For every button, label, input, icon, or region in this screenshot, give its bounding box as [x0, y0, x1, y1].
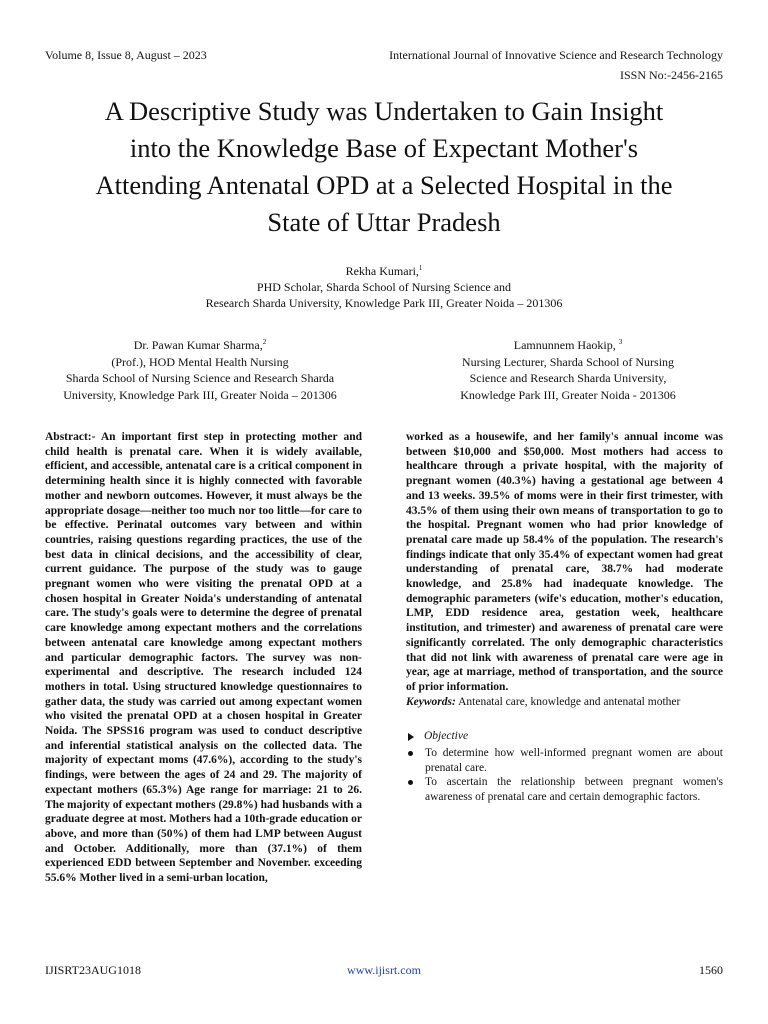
keywords — [406, 695, 723, 710]
objective-list — [406, 746, 723, 805]
author-sup: 3 — [618, 338, 623, 346]
issn: ISSN No:-2456-2165 — [619, 68, 723, 82]
keywords-text: Antenatal care, knowledge and antenatal mother — [455, 695, 681, 708]
list-item — [406, 746, 723, 775]
volume-issue: Volume 8, Issue 8, August – 2023 — [45, 48, 207, 62]
affiliation-line: Science and Research Sharda University, — [469, 371, 667, 385]
affiliation-line: Research Sharda University, Knowledge Park III, Greater Noida – 201306 — [205, 296, 563, 310]
affiliation-line: University, Knowledge Park III, Greater Noida – 201306 — [63, 387, 337, 402]
affiliation-line: PHD Scholar, Sharda School of Nursing Science and — [256, 280, 512, 294]
objective-label: Objective — [424, 730, 469, 743]
author-3 — [413, 337, 723, 403]
author-2 — [45, 337, 355, 403]
objective-text: To determine how well-informed pregnant women are about prenatal care. — [425, 747, 723, 774]
page-number: 1560 — [699, 963, 723, 977]
author-name: Lamnunnem Haokip, — [513, 338, 619, 352]
objective-text: To ascertain the relationship between pregnant women's awareness of prenatal care and certain demographic factors. — [425, 776, 723, 804]
author-name: Rekha Kumari, — [345, 264, 419, 278]
affiliation-line: Knowledge Park III, Greater Noida - 201306 — [460, 387, 676, 402]
title-line: State of Uttar Pradesh — [267, 207, 501, 237]
bullet-icon — [408, 780, 413, 785]
author-sup: 1 — [418, 264, 423, 272]
abstract-right-column — [406, 430, 723, 805]
journal-url-link[interactable]: www.ijisrt.com — [347, 963, 421, 977]
author-1 — [100, 263, 668, 311]
author-name: Dr. Pawan Kumar Sharma, — [133, 338, 263, 352]
abstract-left-column — [45, 430, 362, 886]
list-item — [406, 775, 723, 804]
abstract-continuation: worked as a housewife, and her family's annual income was between $10,000 and $50,000. Most mothers had access to healthcare through a private hospital, with the majority of pregnant women (40.3%) having a gestational age between 4 and 13 weeks. 39.5% of moms were in their first trimester, with 43.5% of them using their own means of transportation to go to the hospital. Pregnant women who had prior knowledge of prenatal care made up 58.4% of the population. The research's findings indicate that only 35.4% of expectant women had great understanding of prenatal care, 38.7% had moderate knowledge, and 25.8% had inadequate knowledge. The demographic parameters (wife's education, mother's education, LMP, EDD residence area, gestation week, healthcare institution, and trimester) and awareness of prenatal care were significantly correlated. The only demographic characteristics that did not link with awareness of prenatal care were age in year, age at marriage, method of transportation, and the source of prior information. — [406, 431, 723, 693]
keywords-label: Keywords: — [406, 695, 456, 708]
objective-heading — [406, 729, 723, 744]
affiliation-line: Nursing Lecturer, Sharda School of Nursing — [461, 354, 675, 369]
abstract-text: Abstract:- An important first step in protecting mother and child health is prenatal care. When it is widely available, efficient, and accessible, antenatal care is a critical component in determining health since it is highly connected with favorable mother and newborn outcomes. However, it must always be the appropriate dosage—neither too much nor too little—for care to be effective. Perinatal outcomes vary between and within countries, raising questions regarding practices, the use of the best data in clinical decisions, and the accessibility of clear, current guidance. The purpose of the study was to gauge pregnant women who were visiting the prenatal OPD at a chosen hospital in Greater Noida's understanding of antenatal care. The study's goals were to determine the degree of prenatal care knowledge among expectant mothers and the correlations between antenatal care knowledge among expectant mothers and particular demographic factors. The survey was non-experimental and descriptive. The research included 124 mothers in total. Using structured knowledge questionnaires to gather data, the study was carried out among expectant women who visited the prenatal OPD at a chosen hospital in Greater Noida. The SPSS16 program was used to conduct descriptive and inferential statistical analysis on the collected data. The majority of expectant moms (47.6%), according to the study's findings, were between the ages of 24 and 29. The majority of expectant mothers (65.3%) Age range for marriage: 21 to 26. The majority of expectant mothers (29.8%) had husbands with a graduate degree at most. Mothers had a 10th-grade education or above, and more than (50%) of them had LMP between August and October. Additionally, more than (37.1%) of them experienced EDD between September and November. exceeding 55.6% Mother lived in a semi-urban location, — [45, 431, 362, 885]
author-sup: 2 — [262, 338, 267, 346]
paper-id: IJISRT23AUG1018 — [45, 963, 141, 977]
title-line: A Descriptive Study was Undertaken to Gain Insight — [104, 96, 664, 126]
title-line: into the Knowledge Base of Expectant Mother's — [129, 133, 639, 163]
journal-name: International Journal of Innovative Science and Research Technology — [389, 48, 723, 62]
paper-title — [40, 93, 728, 241]
arrow-bullet-icon — [408, 733, 414, 741]
title-line: Attending Antenatal OPD at a Selected Hospital in the — [95, 170, 673, 200]
affiliation-line: Sharda School of Nursing Science and Research Sharda — [65, 371, 335, 385]
affiliation-line: (Prof.), HOD Mental Health Nursing — [111, 354, 289, 369]
bullet-icon — [408, 751, 413, 756]
